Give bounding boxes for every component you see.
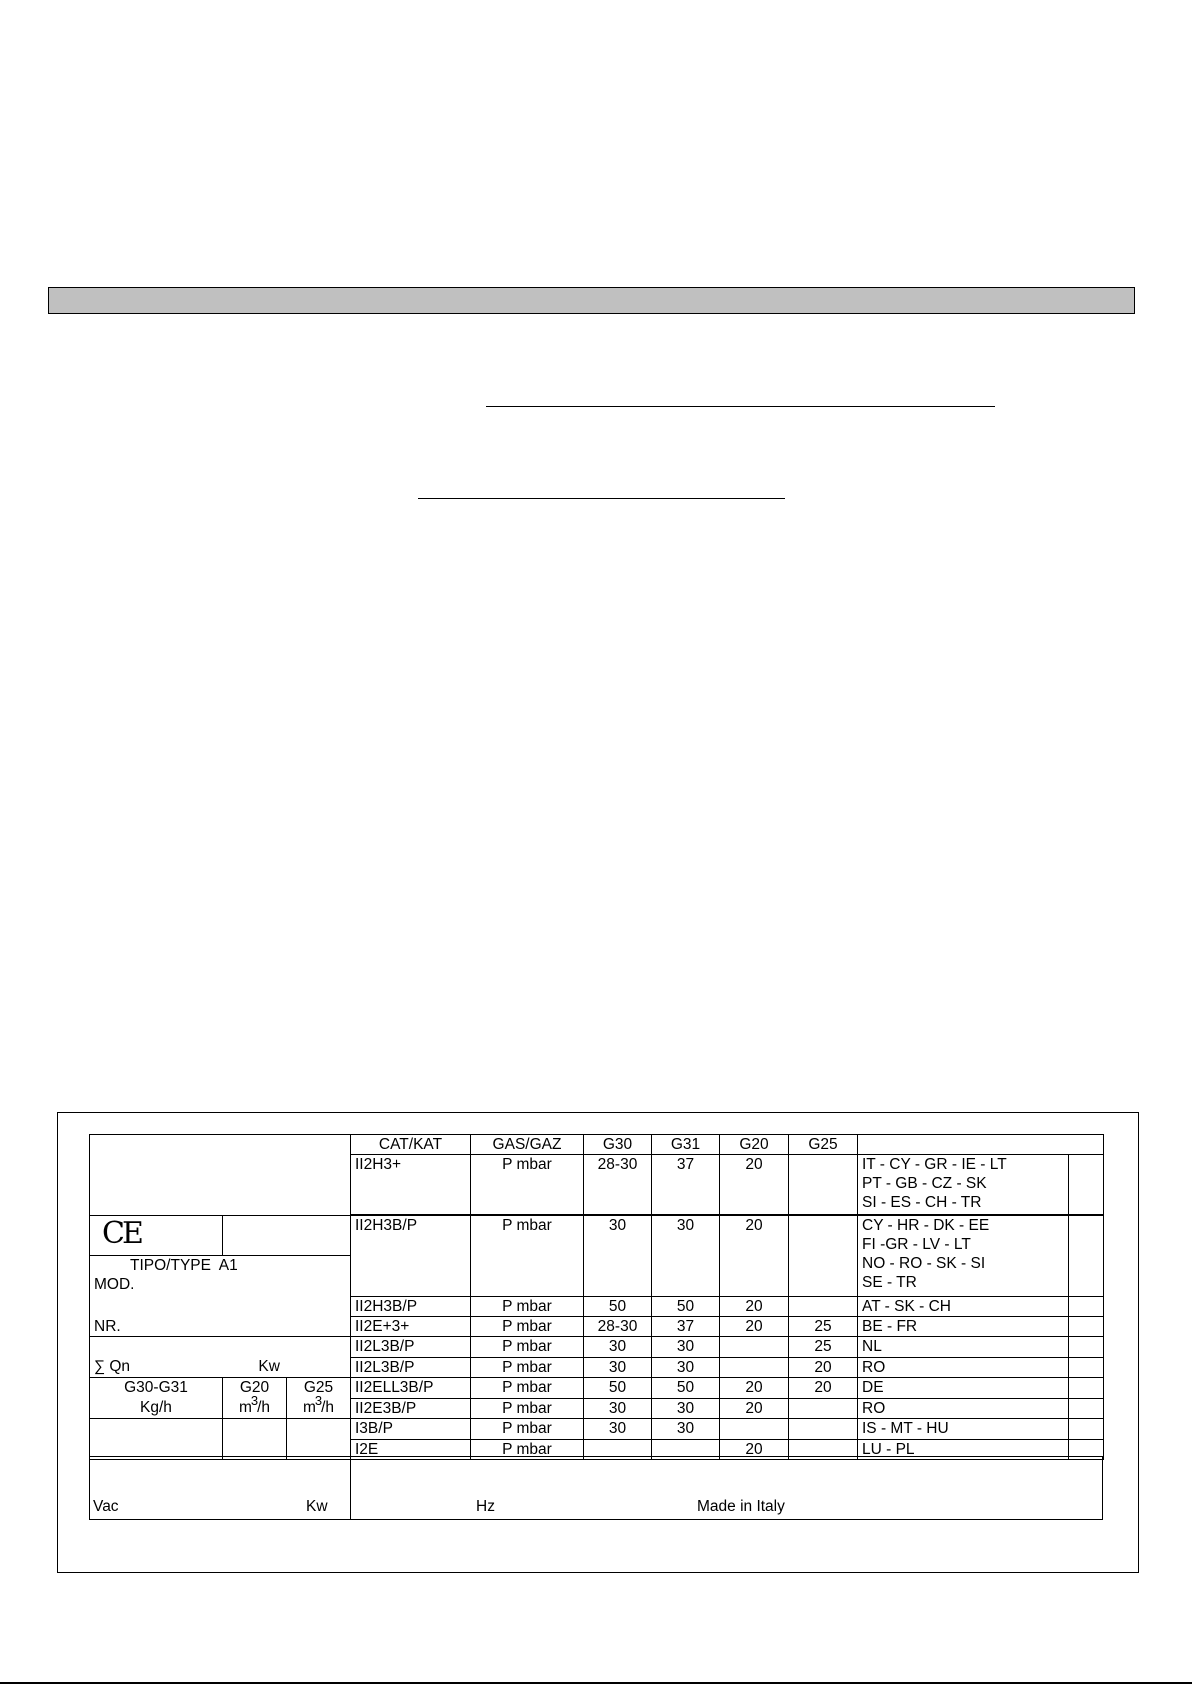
- empty-cell: [1069, 1377, 1104, 1398]
- g30-g31-col-head: [90, 1377, 223, 1419]
- g31-cell: 30: [652, 1337, 720, 1357]
- type-label: TIPO/TYPE: [130, 1257, 211, 1275]
- countries-cell: RO: [858, 1398, 1069, 1419]
- g25-cell: [789, 1216, 858, 1297]
- g31-cell: 30: [652, 1357, 720, 1377]
- footer-made-in: Made in Italy: [697, 1498, 785, 1515]
- cat-cell: II2H3+: [351, 1155, 471, 1215]
- blank-cell: [90, 1296, 351, 1316]
- type-cell: [90, 1256, 351, 1296]
- countries-cell: RO: [858, 1357, 1069, 1377]
- section-header-bar: [48, 287, 1135, 314]
- g25-cell: [789, 1419, 858, 1439]
- country-line: FI -GR - LV - LT: [862, 1236, 971, 1253]
- table-row: [90, 1216, 1104, 1256]
- empty-cell: [1069, 1155, 1104, 1215]
- unit-cell: P mbar: [471, 1439, 584, 1459]
- g20-label: G20: [239, 1378, 270, 1396]
- table-row: [90, 1377, 1104, 1398]
- kgh-label: Kg/h: [140, 1398, 172, 1416]
- g25-cell: 20: [789, 1357, 858, 1377]
- header-cat: CAT/KAT: [351, 1135, 471, 1155]
- table-row: [90, 1419, 1104, 1439]
- g20-cell: 20: [720, 1216, 789, 1297]
- header-g20: G20: [720, 1135, 789, 1155]
- underline-field-1: [486, 406, 995, 407]
- g20-cell: [720, 1337, 789, 1357]
- g20-cell: 20: [720, 1377, 789, 1398]
- countries-cell: DE: [858, 1377, 1069, 1398]
- nr-cell: NR.: [90, 1317, 351, 1337]
- empty-cell: [1069, 1216, 1104, 1297]
- cat-cell: I2E: [351, 1439, 471, 1459]
- g30-cell: 30: [584, 1337, 652, 1357]
- country-line: NO - RO - SK - SI: [862, 1255, 986, 1272]
- country-line: PT - GB - CZ - SK: [862, 1175, 987, 1192]
- cat-cell: II2E3B/P: [351, 1398, 471, 1419]
- mod-label: MOD.: [94, 1276, 135, 1294]
- g30-cell: 28-30: [584, 1155, 652, 1215]
- blank-cell: [223, 1216, 351, 1256]
- g20-cell: [720, 1357, 789, 1377]
- countries-cell: BE - FR: [858, 1317, 1069, 1337]
- country-line: CY - HR - DK - EE: [862, 1217, 990, 1234]
- qn-kw-label: Kw: [258, 1358, 280, 1376]
- g30-cell: 50: [584, 1296, 652, 1316]
- g25-cell: [789, 1155, 858, 1215]
- g31-cell: 30: [652, 1216, 720, 1297]
- countries-cell: AT - SK - CH: [858, 1296, 1069, 1316]
- table-row: [90, 1337, 1104, 1357]
- g25-cell: 25: [789, 1317, 858, 1337]
- unit-cell: P mbar: [471, 1317, 584, 1337]
- countries-cell: [858, 1216, 1069, 1297]
- type-value: A1: [218, 1257, 238, 1275]
- g20-cell: 20: [720, 1398, 789, 1419]
- m3h-unit: $m^3/h$: [302, 1392, 335, 1416]
- unit-cell: P mbar: [471, 1398, 584, 1419]
- unit-cell: P mbar: [471, 1296, 584, 1316]
- unit-cell: P mbar: [471, 1155, 584, 1215]
- g20-cell: 20: [720, 1317, 789, 1337]
- g25-cell: 25: [789, 1337, 858, 1357]
- header-gas: GAS/GAZ: [471, 1135, 584, 1155]
- g30-cell: 50: [584, 1377, 652, 1398]
- g20-cell: 20: [720, 1296, 789, 1316]
- g20-col-head: [223, 1377, 287, 1419]
- unit-cell: P mbar: [471, 1357, 584, 1377]
- plate-footer: [89, 1456, 1103, 1520]
- ce-cell: [90, 1216, 223, 1256]
- empty-cell: [1069, 1357, 1104, 1377]
- g30-cell: 30: [584, 1216, 652, 1297]
- footer-kw: Kw: [306, 1498, 328, 1515]
- g25-col-head: [287, 1377, 351, 1419]
- country-line: IT - CY - GR - IE - LT: [862, 1156, 1007, 1173]
- underline-field-2: [418, 498, 785, 499]
- g30-cell: 30: [584, 1357, 652, 1377]
- g31-cell: 30: [652, 1398, 720, 1419]
- page-bottom-rule: [0, 1682, 1192, 1684]
- empty-cell: [1069, 1337, 1104, 1357]
- cat-cell: II2L3B/P: [351, 1357, 471, 1377]
- g25-cell: [789, 1398, 858, 1419]
- g31-cell: 37: [652, 1317, 720, 1337]
- unit-cell: P mbar: [471, 1419, 584, 1439]
- rating-plate-table-body: [89, 1215, 1104, 1460]
- country-line: SE - TR: [862, 1274, 917, 1291]
- g20-cell: [720, 1419, 789, 1439]
- unit-cell: P mbar: [471, 1216, 584, 1297]
- countries-cell: LU - PL: [858, 1439, 1069, 1459]
- empty-cell: [1069, 1419, 1104, 1439]
- blank-cell: [90, 1337, 351, 1357]
- g25-value-cell: [287, 1419, 351, 1460]
- g25-cell: 20: [789, 1377, 858, 1398]
- cat-cell: II2E+3+: [351, 1317, 471, 1337]
- cat-cell: II2L3B/P: [351, 1337, 471, 1357]
- g30-cell: 30: [584, 1419, 652, 1439]
- g20-cell: 20: [720, 1439, 789, 1459]
- ce-mark-icon: CE: [102, 1216, 141, 1251]
- cat-cell: II2ELL3B/P: [351, 1377, 471, 1398]
- empty-cell: [1069, 1296, 1104, 1316]
- g25-cell: [789, 1296, 858, 1316]
- countries-cell: [858, 1155, 1069, 1215]
- g30-g31-label: G30-G31: [124, 1378, 188, 1396]
- g30-cell: 28-30: [584, 1317, 652, 1337]
- unit-cell: P mbar: [471, 1377, 584, 1398]
- header-g31: G31: [652, 1135, 720, 1155]
- table-header-row: [90, 1135, 1104, 1155]
- g31-cell: 50: [652, 1296, 720, 1316]
- countries-cell: NL: [858, 1337, 1069, 1357]
- footer-vac: Vac: [93, 1498, 119, 1515]
- country-line: SI - ES - CH - TR: [862, 1194, 982, 1211]
- table-row: [90, 1357, 1104, 1377]
- cat-cell: II2H3B/P: [351, 1216, 471, 1297]
- unit-cell: P mbar: [471, 1337, 584, 1357]
- m3h-unit: $m^3/h$: [238, 1392, 271, 1416]
- cat-cell: I3B/P: [351, 1419, 471, 1439]
- g31-cell: 30: [652, 1419, 720, 1439]
- qn-label: ∑ Qn: [94, 1358, 131, 1376]
- table-row: [90, 1317, 1104, 1337]
- g31-cell: 37: [652, 1155, 720, 1215]
- countries-cell: IS - MT - HU: [858, 1419, 1069, 1439]
- g31-cell: 50: [652, 1377, 720, 1398]
- cat-cell: II2H3B/P: [351, 1296, 471, 1316]
- table-row: [90, 1296, 1104, 1316]
- g20-value-cell: [223, 1419, 287, 1460]
- footer-hz: Hz: [476, 1498, 495, 1515]
- kgh-value-cell: [90, 1419, 223, 1460]
- header-g30: G30: [584, 1135, 652, 1155]
- g20-cell: 20: [720, 1155, 789, 1215]
- header-g25: G25: [789, 1135, 858, 1155]
- empty-cell: [1069, 1398, 1104, 1419]
- header-countries: [858, 1135, 1104, 1155]
- empty-cell: [1069, 1317, 1104, 1337]
- g30-cell: 30: [584, 1398, 652, 1419]
- g25-label: G25: [303, 1378, 334, 1396]
- qn-cell: [90, 1357, 351, 1377]
